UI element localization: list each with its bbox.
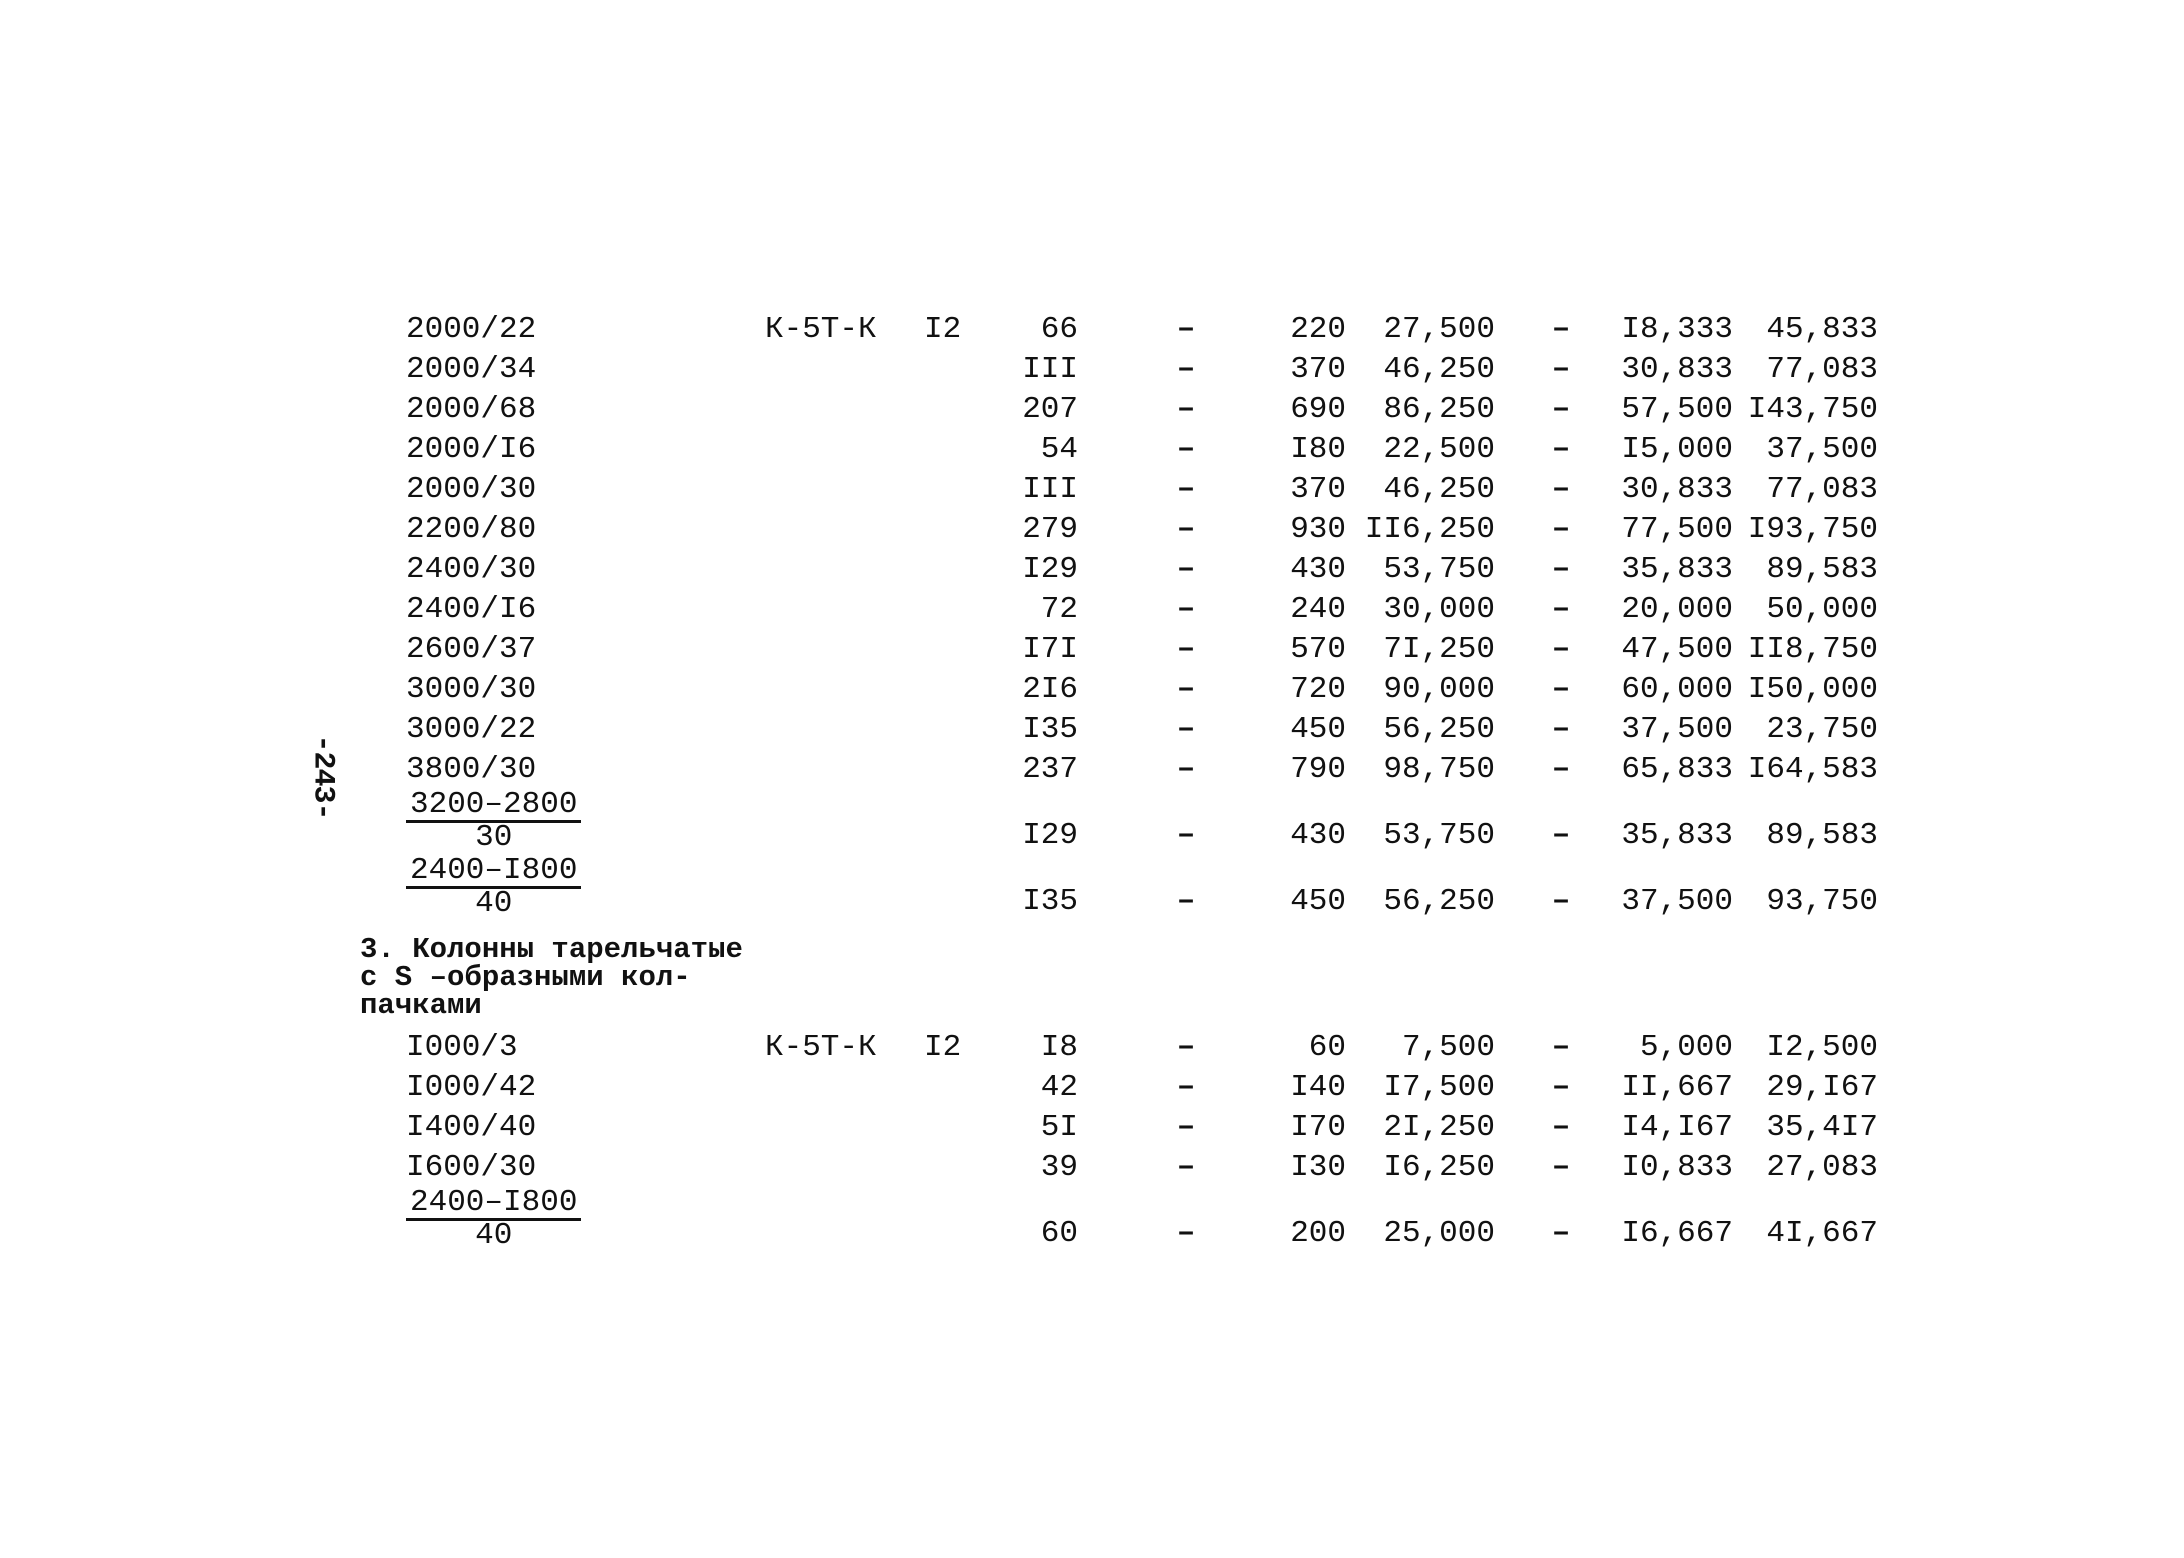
row-value-b: I70 — [1290, 1110, 1346, 1145]
row-dash-1: – — [1176, 752, 1196, 787]
row-value-e: I64,583 — [1747, 752, 1878, 787]
row-value-e: 35,4I7 — [1766, 1110, 1878, 1145]
row-value-e: I50,000 — [1747, 672, 1878, 707]
row-value-d: 35,833 — [1621, 552, 1733, 587]
table-row — [0, 350, 2184, 390]
row-dash-1: – — [1176, 512, 1196, 547]
row-value-a: 60 — [1040, 1216, 1078, 1251]
row-value-c: 46,250 — [1383, 352, 1495, 387]
row-value-b: 200 — [1290, 1216, 1346, 1251]
row-count: I2 — [924, 312, 962, 347]
row-dash-1: – — [1176, 312, 1196, 347]
table-row — [0, 590, 2184, 630]
row-dash-2: – — [1551, 1216, 1571, 1251]
row-dash-2: – — [1551, 1070, 1571, 1105]
row-value-d: 47,500 — [1621, 632, 1733, 667]
row-value-e: 4I,667 — [1766, 1216, 1878, 1251]
row-value-b: 930 — [1290, 512, 1346, 547]
table-row — [0, 390, 2184, 430]
row-value-a: 66 — [1040, 312, 1078, 347]
row-value-b: 690 — [1290, 392, 1346, 427]
row-dash-2: – — [1551, 818, 1571, 853]
row-dash-2: – — [1551, 884, 1571, 919]
table-row — [0, 310, 2184, 350]
row-value-a: I29 — [1022, 552, 1078, 587]
row-value-c: 86,250 — [1383, 392, 1495, 427]
row-dash-1: – — [1176, 1216, 1196, 1251]
row-value-a: I7I — [1022, 632, 1078, 667]
fraction-denominator: 40 — [475, 886, 513, 921]
section-title-line: с S –образными кол- — [360, 961, 691, 994]
row-value-c: 53,750 — [1383, 818, 1495, 853]
row-type: К-5Т-К — [765, 1030, 877, 1065]
row-name: I000/42 — [406, 1070, 537, 1105]
row-dash-1: – — [1176, 1030, 1196, 1065]
row-value-a: I8 — [1040, 1030, 1078, 1065]
row-value-e: I2,500 — [1766, 1030, 1878, 1065]
row-value-e: 50,000 — [1766, 592, 1878, 627]
row-value-b: 370 — [1290, 472, 1346, 507]
row-value-d: I4,I67 — [1621, 1110, 1733, 1145]
row-name: 3000/22 — [406, 712, 537, 747]
row-dash-2: – — [1551, 392, 1571, 427]
row-dash-1: – — [1176, 1110, 1196, 1145]
fraction-numerator: 2400–I800 — [406, 1188, 581, 1221]
table-row — [0, 1028, 2184, 1068]
row-value-e: 77,083 — [1766, 352, 1878, 387]
row-value-c: 27,500 — [1383, 312, 1495, 347]
row-name: 2000/34 — [406, 352, 537, 387]
row-value-c: 56,250 — [1383, 712, 1495, 747]
section-title-line: пачками — [360, 989, 482, 1022]
row-value-d: 30,833 — [1621, 472, 1733, 507]
table-row — [0, 670, 2184, 710]
row-dash-2: – — [1551, 672, 1571, 707]
row-name: I000/3 — [406, 1030, 518, 1065]
row-value-e: I43,750 — [1747, 392, 1878, 427]
section-title-line: 3. Колонны тарельчатые — [360, 933, 743, 966]
row-dash-1: – — [1176, 552, 1196, 587]
table-row — [0, 510, 2184, 550]
row-value-e: II8,750 — [1747, 632, 1878, 667]
row-value-d: 77,500 — [1621, 512, 1733, 547]
row-value-b: 450 — [1290, 884, 1346, 919]
row-dash-2: – — [1551, 512, 1571, 547]
table-row — [0, 816, 2184, 856]
row-dash-2: – — [1551, 472, 1571, 507]
row-value-b: 370 — [1290, 352, 1346, 387]
row-value-d: II,667 — [1621, 1070, 1733, 1105]
row-value-b: 220 — [1290, 312, 1346, 347]
row-value-d: 60,000 — [1621, 672, 1733, 707]
row-dash-2: – — [1551, 312, 1571, 347]
table-row — [0, 550, 2184, 590]
row-value-c: I7,500 — [1383, 1070, 1495, 1105]
row-value-d: I6,667 — [1621, 1216, 1733, 1251]
fraction-numerator: 2400–I800 — [406, 856, 581, 889]
row-name: 2200/80 — [406, 512, 537, 547]
row-value-b: 60 — [1308, 1030, 1346, 1065]
row-value-b: 430 — [1290, 818, 1346, 853]
row-value-d: 30,833 — [1621, 352, 1733, 387]
row-value-b: 720 — [1290, 672, 1346, 707]
row-name: 2600/37 — [406, 632, 537, 667]
row-value-e: 27,083 — [1766, 1150, 1878, 1185]
row-value-d: 37,500 — [1621, 884, 1733, 919]
row-value-e: 93,750 — [1766, 884, 1878, 919]
row-value-d: 20,000 — [1621, 592, 1733, 627]
fraction-numerator: 3200–2800 — [406, 790, 581, 823]
row-dash-1: – — [1176, 592, 1196, 627]
table-row — [0, 710, 2184, 750]
row-value-c: 25,000 — [1383, 1216, 1495, 1251]
row-value-c: 98,750 — [1383, 752, 1495, 787]
row-value-a: I35 — [1022, 712, 1078, 747]
row-value-a: 5I — [1040, 1110, 1078, 1145]
row-name: 3000/30 — [406, 672, 537, 707]
row-value-c: 56,250 — [1383, 884, 1495, 919]
row-value-b: I30 — [1290, 1150, 1346, 1185]
row-value-a: 279 — [1022, 512, 1078, 547]
row-value-d: I8,333 — [1621, 312, 1733, 347]
table-row — [0, 630, 2184, 670]
row-name: I600/30 — [406, 1150, 537, 1185]
row-dash-2: – — [1551, 752, 1571, 787]
row-value-c: 90,000 — [1383, 672, 1495, 707]
row-name: 2400/30 — [406, 552, 537, 587]
row-value-b: I40 — [1290, 1070, 1346, 1105]
page-number: -243- — [305, 734, 340, 820]
row-value-e: 77,083 — [1766, 472, 1878, 507]
row-dash-2: – — [1551, 1030, 1571, 1065]
row-value-c: 2I,250 — [1383, 1110, 1495, 1145]
row-dash-2: – — [1551, 552, 1571, 587]
table-row — [0, 1214, 2184, 1254]
row-dash-1: – — [1176, 472, 1196, 507]
fraction-denominator: 30 — [475, 820, 513, 855]
row-value-c: 22,500 — [1383, 432, 1495, 467]
table-row — [0, 750, 2184, 790]
row-dash-1: – — [1176, 632, 1196, 667]
row-dash-1: – — [1176, 884, 1196, 919]
row-dash-2: – — [1551, 432, 1571, 467]
row-value-b: 790 — [1290, 752, 1346, 787]
row-dash-1: – — [1176, 1070, 1196, 1105]
row-value-e: 89,583 — [1766, 552, 1878, 587]
table-row — [0, 1068, 2184, 1108]
row-value-e: 29,I67 — [1766, 1070, 1878, 1105]
row-dash-1: – — [1176, 352, 1196, 387]
row-value-c: 7I,250 — [1383, 632, 1495, 667]
row-dash-1: – — [1176, 392, 1196, 427]
row-value-b: 240 — [1290, 592, 1346, 627]
row-name: 2000/68 — [406, 392, 537, 427]
row-name: 2000/I6 — [406, 432, 537, 467]
row-value-e: 37,500 — [1766, 432, 1878, 467]
row-dash-2: – — [1551, 1150, 1571, 1185]
row-value-d: I0,833 — [1621, 1150, 1733, 1185]
row-name: I400/40 — [406, 1110, 537, 1145]
row-value-d: 65,833 — [1621, 752, 1733, 787]
row-value-c: I6,250 — [1383, 1150, 1495, 1185]
row-dash-2: – — [1551, 352, 1571, 387]
row-name: 2000/30 — [406, 472, 537, 507]
row-value-a: 42 — [1040, 1070, 1078, 1105]
row-dash-2: – — [1551, 1110, 1571, 1145]
row-value-e: 89,583 — [1766, 818, 1878, 853]
row-value-e: I93,750 — [1747, 512, 1878, 547]
row-dash-1: – — [1176, 712, 1196, 747]
row-value-c: 53,750 — [1383, 552, 1495, 587]
table-row — [0, 1148, 2184, 1188]
row-value-b: 430 — [1290, 552, 1346, 587]
row-value-a: III — [1022, 352, 1078, 387]
row-value-d: 57,500 — [1621, 392, 1733, 427]
row-value-c: II6,250 — [1364, 512, 1495, 547]
row-dash-1: – — [1176, 818, 1196, 853]
row-name: 2400/I6 — [406, 592, 537, 627]
row-value-a: 54 — [1040, 432, 1078, 467]
row-value-d: 5,000 — [1639, 1030, 1733, 1065]
row-value-a: I29 — [1022, 818, 1078, 853]
row-value-a: 2I6 — [1022, 672, 1078, 707]
row-value-a: 237 — [1022, 752, 1078, 787]
row-value-c: 30,000 — [1383, 592, 1495, 627]
row-value-d: I5,000 — [1621, 432, 1733, 467]
row-dash-2: – — [1551, 712, 1571, 747]
row-value-d: 37,500 — [1621, 712, 1733, 747]
row-dash-1: – — [1176, 672, 1196, 707]
row-value-c: 46,250 — [1383, 472, 1495, 507]
row-value-e: 45,833 — [1766, 312, 1878, 347]
row-type: К-5Т-К — [765, 312, 877, 347]
row-value-a: III — [1022, 472, 1078, 507]
row-dash-2: – — [1551, 592, 1571, 627]
row-value-a: I35 — [1022, 884, 1078, 919]
row-dash-1: – — [1176, 432, 1196, 467]
row-value-b: 450 — [1290, 712, 1346, 747]
row-name: 2000/22 — [406, 312, 537, 347]
table-row — [0, 1108, 2184, 1148]
row-count: I2 — [924, 1030, 962, 1065]
row-dash-2: – — [1551, 632, 1571, 667]
row-value-b: 570 — [1290, 632, 1346, 667]
row-value-a: 39 — [1040, 1150, 1078, 1185]
fraction-denominator: 40 — [475, 1218, 513, 1253]
row-value-a: 207 — [1022, 392, 1078, 427]
table-row — [0, 430, 2184, 470]
row-value-b: I80 — [1290, 432, 1346, 467]
row-name: 3800/30 — [406, 752, 537, 787]
row-value-a: 72 — [1040, 592, 1078, 627]
row-dash-1: – — [1176, 1150, 1196, 1185]
table-row — [0, 470, 2184, 510]
row-value-c: 7,500 — [1401, 1030, 1495, 1065]
row-value-d: 35,833 — [1621, 818, 1733, 853]
row-value-e: 23,750 — [1766, 712, 1878, 747]
section-title — [360, 933, 743, 1022]
table-row — [0, 882, 2184, 922]
